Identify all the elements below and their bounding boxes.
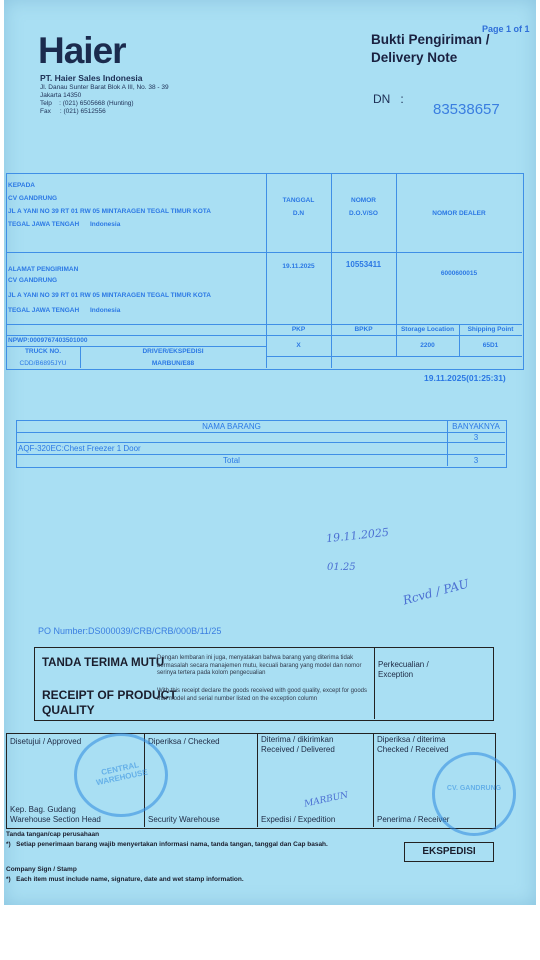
- nomor-header: NOMOR: [351, 197, 376, 204]
- alamat-city: TEGAL JAWA TENGAH Indonesia: [8, 307, 121, 314]
- footer-company-sign-en: Company Sign / Stamp: [6, 866, 77, 873]
- storage-header: Storage Location: [400, 326, 455, 333]
- sig-received-label: Diperiksa / diterima: [377, 735, 446, 744]
- receipt-text-id: Dengan lembaran ini juga, menyatakan bahwa barang yang diterima tidak bermasalah secara manajemen mutu, kecuali barang yang model dan nomor serinya tertera pada kolom pengecualian: [157, 655, 362, 676]
- footer-note-en: *) Each item must include name, signature, date and wet stamp information.: [6, 876, 244, 883]
- sig-delivered-label: Diterima / dikirimkan: [261, 735, 334, 744]
- item-name: AQF-320EC:Chest Freezer 1 Door: [18, 444, 141, 453]
- tanggal-value: 19.11.2025: [282, 263, 315, 270]
- sig-receiver-role: Penerima / Receiver: [377, 815, 450, 824]
- col-item-header: NAMA BARANG: [202, 422, 261, 431]
- delivery-note-sheet: [4, 0, 536, 905]
- receipt-text-en: With this receipt declare the goods received with good quality, except for goods that model and serial number listed on the exception column: [157, 688, 368, 702]
- title-en: Delivery Note: [371, 50, 458, 65]
- sig-checked-label: Diperiksa / Checked: [148, 737, 220, 746]
- pkp-value: X: [296, 342, 301, 349]
- sig-approved-role-2: Warehouse Section Head: [10, 815, 101, 824]
- alamat-address: JL A YANI NO 39 RT 01 RW 05 MINTARAGEN TEGAL TIMUR KOTA: [8, 292, 211, 299]
- alamat-name: CV GANDRUNG: [8, 277, 58, 284]
- bpkp-header: BPKP: [354, 326, 373, 333]
- receipt-title-id: TANDA TERIMA MUTU: [42, 657, 165, 669]
- nomor-dealer-header: NOMOR DEALER: [432, 210, 486, 217]
- sig-approved-role-1: Kep. Bag. Gudang: [10, 805, 76, 814]
- phone-line: Telp : (021) 6505668 (Hunting): [40, 100, 134, 107]
- central-warehouse-stamp: CENTRAL WAREHOUSE: [74, 733, 168, 817]
- exception-label: Perkecualian / Exception: [378, 660, 429, 679]
- sig-marbun-name: MARBUN: [303, 790, 350, 810]
- nomor-dealer-value: 6000600015: [440, 270, 478, 277]
- handwritten-date: 19.11.2025: [325, 525, 390, 546]
- page-indicator: Page 1 of 1: [482, 24, 530, 34]
- printed-timestamp: 19.11.2025(01:25:31): [424, 373, 506, 383]
- document-title: [371, 31, 490, 67]
- kepada-label: KEPADA: [8, 182, 35, 189]
- nomor-value: 10553411: [345, 260, 382, 269]
- dn-label: DN :: [373, 92, 404, 106]
- kepada-name: CV GANDRUNG: [8, 195, 58, 202]
- truck-header: TRUCK NO.: [24, 348, 62, 355]
- nomor-sub: D.O.V/SO: [349, 210, 378, 217]
- sig-security-role: Security Warehouse: [148, 815, 220, 824]
- alamat-label: ALAMAT PENGIRIMAN: [8, 266, 79, 273]
- sig-expedition-role: Expedisi / Expedition: [261, 815, 336, 824]
- tanggal-sub: D.N: [292, 210, 305, 217]
- sig-approved-label: Disetujui / Approved: [10, 737, 82, 746]
- driver-header: DRIVER/EKSPEDISI: [142, 348, 204, 355]
- title-id: Bukti Pengiriman /: [371, 32, 490, 47]
- total-label: Total: [223, 456, 240, 465]
- kepada-city: TEGAL JAWA TENGAH Indonesia: [8, 221, 121, 228]
- dn-number: 83538657: [433, 101, 500, 118]
- shipping-header: Shipping Point: [467, 326, 514, 333]
- col-qty-header: BANYAKNYA: [452, 422, 500, 431]
- sig-delivered-label-en: Received / Delivered: [261, 745, 335, 754]
- haier-logo: Haier: [38, 30, 126, 71]
- storage-value: 2200: [420, 342, 435, 349]
- driver-value: MARBUN/E88: [151, 360, 195, 367]
- tanggal-header: TANGGAL: [282, 197, 315, 204]
- footer-company-sign-id: Tanda tangan/cap perusahaan: [6, 831, 100, 838]
- total-value: 3: [473, 456, 479, 465]
- address-line: Jakarta 14350: [40, 92, 82, 99]
- kepada-address: JL A YANI NO 39 RT 01 RW 05 MINTARAGEN TEGAL TIMUR KOTA: [8, 208, 211, 215]
- po-number: PO Number:DS000039/CRB/CRB/000B/11/25: [38, 626, 222, 636]
- fax-line: Fax : (021) 6512556: [40, 108, 106, 115]
- cv-gandrung-stamp: CV. GANDRUNG: [432, 752, 516, 836]
- handwritten-initials: Rcvd / PAU: [401, 576, 471, 608]
- truck-value: CDD/B6895JYU: [19, 360, 67, 367]
- receipt-title-en-1: RECEIPT OF PRODUCT: [42, 688, 177, 702]
- ekspedisi-copy-label: EKSPEDISI: [404, 842, 494, 862]
- sig-received-label-en: Checked / Received: [377, 745, 449, 754]
- pkp-header: PKP: [291, 326, 306, 333]
- address-line: Jl. Danau Sunter Barat Blok A III, No. 38 - 39: [40, 84, 169, 91]
- company-name: PT. Haier Sales Indonesia: [40, 73, 143, 83]
- receipt-title-en-2: QUALITY: [42, 703, 95, 717]
- handwritten-time: 01.25: [327, 562, 356, 573]
- shipping-value: 65D1: [482, 342, 499, 349]
- footer-note-id: *) Setiap penerimaan barang wajib menyertakan informasi nama, tanda tangan, tanggal dan Cap basah.: [6, 841, 328, 848]
- item-qty: 3: [473, 433, 479, 442]
- npwp: NPWP:0009767403501000: [8, 337, 88, 344]
